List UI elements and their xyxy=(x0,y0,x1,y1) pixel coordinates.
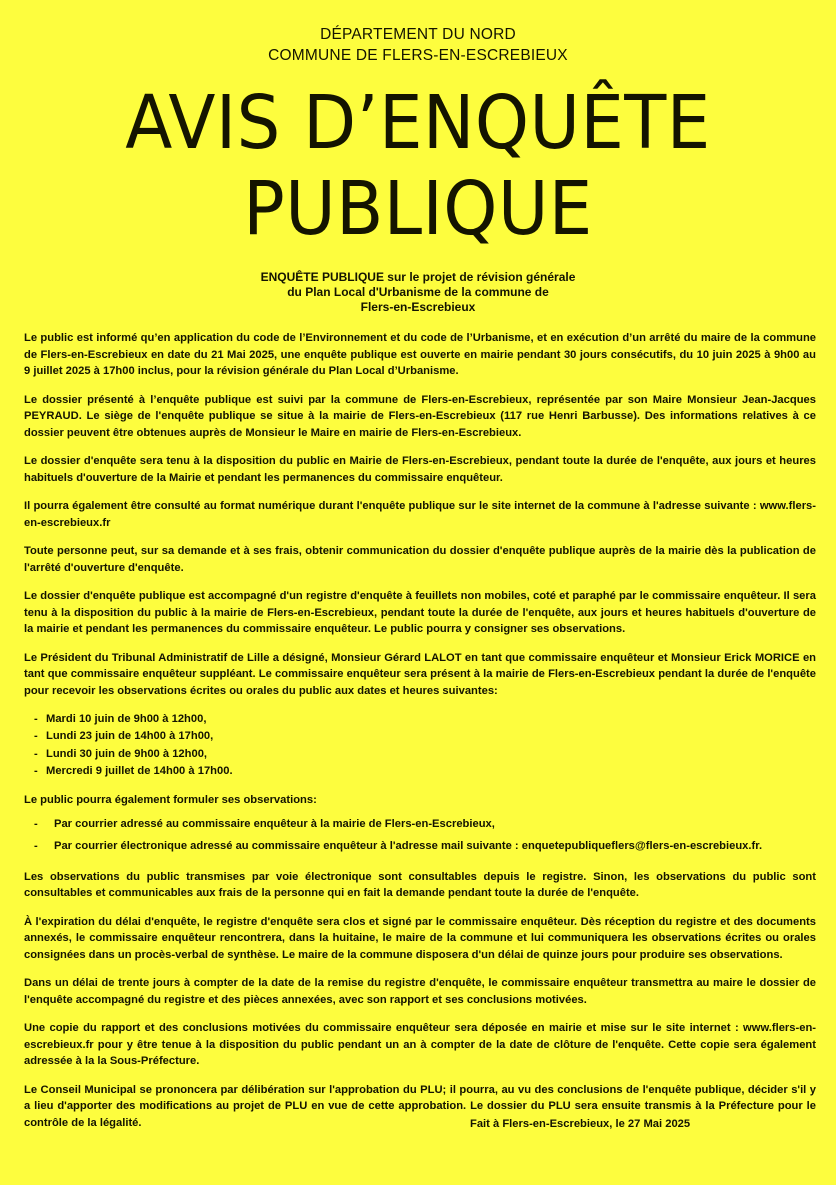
paragraph-register: Le dossier d'enquête publique est accompagné d'un registre d'enquête à feuillets non mobiles, coté et paraphé par le commissaire enquêteur. Il sera tenu à la disposition du public à la mairie de Flers-en-Escrebieux, pendant toute la durée de l'enquête, aux jours et heures habituels d'ouverture de la mairie et pendant les permanences du commissaire enquêteur. Le public pourra y consigner ses observations. xyxy=(24,590,816,635)
notice-title xyxy=(29,80,806,252)
paragraph-communication: Toute personne peut, sur sa demande et à ses frais, obtenir communication du dossier d'enquête publique auprès de la mairie dès la publication de l'arrêté d'ouverture d'enquête. xyxy=(24,545,816,574)
subject-line-2: du Plan Local d'Urbanisme de la commune de xyxy=(287,285,549,299)
paragraph-expiration: À l'expiration du délai d'enquête, le registre d'enquête sera clos et signé par le commissaire enquêteur. Dès réception du registre et des documents annexés, le commissaire enquêteur rencontrera, dans la huitaine, le maire de la commune et lui communiquera les observations écrites ou orales consignées dans un procès-verbal de synthèse. Le maire de la commune disposera d'un délai de quinze jours pour produire ses observations. xyxy=(24,915,816,961)
paragraph-digital-access: Il pourra également être consulté au format numérique durant l'enquête publique sur le site internet de la commune à l'adresse suivante : www.flers-en-escrebieux.fr xyxy=(24,500,816,529)
title-line-1: AVIS D’ENQUÊTE xyxy=(125,80,711,166)
notice-body xyxy=(24,330,816,1143)
paragraph-council-decision: Le Conseil Municipal se prononcera par délibération sur l'approbation du PLU; il pourra, au vu des conclusions de l'enquête publique, décider s'il y a lieu d'apporter des modifications au projet de PLU en vue de cette approbation. Le dossier du PLU sera ensuite transmis à la Préfecture pour le contrôle de la légalité. xyxy=(24,1083,816,1129)
paragraph-dossier-follow-up: Le dossier présenté à l’enquête publique est suivi par la commune de Flers-en-Escrebieux, représentée par son Maire Monsieur Jean-Jacques PEYRAUD. Le siège de l'enquête publique se situe à la mairie de Flers-en-Escrebieux (117 rue Henri Barbusse). Des informations relatives à ce dossier peuvent être obtenues auprès de Monsieur le Maire en mairie de Flers-en-Escrebieux. xyxy=(24,393,816,439)
paragraph-report-copy: Une copie du rapport et des conclusions motivées du commissaire enquêteur sera déposée en mairie et mise sur le site internet : www.flers-en-escrebieux.fr pour y être tenue à la disposition du public pendant un an à compter de la date de clôture de l'enquête. Cette copie sera également adressée à la la Sous-Préfecture. xyxy=(24,1022,816,1068)
subject-line-1: ENQUÊTE PUBLIQUE sur le projet de révision générale xyxy=(260,270,576,284)
department-line: DÉPARTEMENT DU NORD xyxy=(320,26,516,43)
paragraph-report-deadline: Dans un délai de trente jours à compter de la date de la remise du registre d'enquête, le commissaire enquêteur transmettra au maire le dossier de l'enquête accompagné du registre et des pièces annexées, avec son rapport et ses conclusions motivées. xyxy=(24,977,816,1006)
paragraph-dossier-availability: Le dossier d'enquête sera tenu à la disposition du public en Mairie de Flers-en-Escrebieux, pendant toute la durée de l'enquête, aux jours et heures habituels d'ouverture de la Mairie et pendant les permanences du commissaire enquêteur. xyxy=(24,455,816,484)
signature-line: Fait à Flers-en-Escrebieux, le 27 Mai 2025 xyxy=(470,1118,691,1130)
method-item: - Par courrier adressé au commissaire enquêteur à la mairie de Flers-en-Escrebieux, xyxy=(34,813,816,835)
schedule-item: - Mardi 10 juin de 9h00 à 12h00, xyxy=(34,711,816,728)
schedule-item: - Lundi 23 juin de 14h00 à 17h00, xyxy=(34,728,816,745)
paragraph-electronic-observations: Les observations du public transmises par voie électronique sont consultables depuis le registre. Sinon, les observations du public sont consultables et communicables aux frais de la personne qui en fait la demande pendant toute la durée de l'enquête. xyxy=(24,870,816,900)
permanence-schedule xyxy=(24,711,816,780)
subject-block xyxy=(0,270,836,315)
observation-methods xyxy=(24,813,816,857)
paragraph-observations-intro: Le public pourra également formuler ses observations: xyxy=(24,794,317,807)
header xyxy=(0,24,836,66)
schedule-item: - Lundi 30 juin de 9h00 à 12h00, xyxy=(34,746,816,763)
commune-line: COMMUNE DE FLERS-EN-ESCREBIEUX xyxy=(268,47,568,64)
paragraph-application: Le public est informé qu’en application du code de l’Environnement et du code de l’Urbanisme, et en exécution d’un arrêté du maire de la commune de Flers-en-Escrebieux en date du 21 Mai 2025, une enquête publique est ouverte en mairie pendant 30 jours consécutifs, du 10 juin 2025 à 9h00 au 9 juillet 2025 à 17h00 inclus, pour la révision générale du Plan Local d’Urbanisme. xyxy=(24,332,816,377)
subject-line-3: Flers-en-Escrebieux xyxy=(360,300,476,314)
method-item: - Par courrier électronique adressé au commissaire enquêteur à l'adresse mail suivante : enquetepubliqueflers@flers-en-escrebieux.fr. xyxy=(34,835,816,857)
schedule-item: - Mercredi 9 juillet de 14h00 à 17h00. xyxy=(34,763,816,780)
title-line-2: PUBLIQUE xyxy=(243,166,593,252)
paragraph-commissioner: Le Président du Tribunal Administratif de Lille a désigné, Monsieur Gérard LALOT en tant que commissaire enquêteur et Monsieur Erick MORICE en tant que commissaire enquêteur suppléant. Le commissaire enquêteur sera présent à la mairie de Flers-en-Escrebieux pendant la durée de l'enquête pour recevoir les observations écrites ou orales du public aux dates et heures suivantes: xyxy=(24,651,816,697)
